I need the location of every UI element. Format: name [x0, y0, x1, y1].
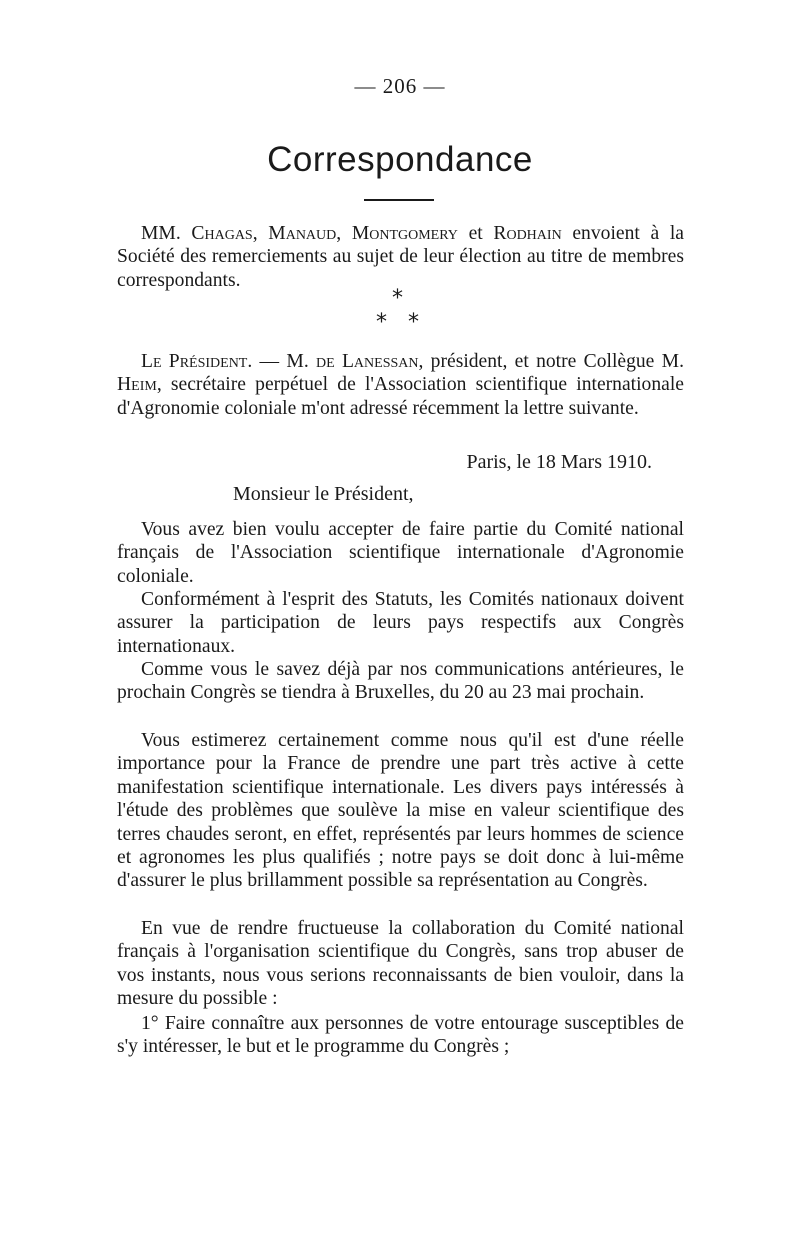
letter-paragraph-2: Conformément à l'esprit des Statuts, les Comités nationaux doivent assurer la participation de leurs pays respectifs aux Congrès internationaux.	[117, 589, 684, 657]
asterism-star-top: *	[392, 286, 403, 311]
intro-rest: envoient à la Société des remerciements au sujet de leur élection au titre de membres correspondants.	[117, 223, 684, 291]
president-mid: , président, et notre Collègue M.	[418, 351, 684, 372]
letter-paragraph-3: Comme vous le savez déjà par nos communications antérieures, le prochain Congrès se tiendra à Bruxelles, du 20 au 23 mai prochain.	[117, 659, 684, 704]
asterism-star-right: *	[408, 310, 419, 335]
intro-paragraph	[117, 222, 684, 292]
president-name-2: Heim	[117, 374, 157, 396]
letter-place-date: Paris, le 18 Mars 1910.	[466, 451, 652, 473]
president-speaker: Le Président.	[141, 351, 253, 372]
asterism-separator	[370, 288, 426, 338]
intro-last-name: Rodhain	[493, 223, 562, 244]
page-title: Correspondance	[267, 140, 533, 179]
president-dash: — M.	[252, 351, 317, 372]
intro-names: Chagas, Manaud, Montgomery	[191, 223, 458, 244]
president-rest: , secrétaire perpétuel de l'Association scientifique internationale d'Agronomie coloniale m'ont adressé récemment la lettre suivante.	[117, 374, 684, 419]
president-name-1: de Lanessan	[316, 351, 419, 372]
letter-paragraph-5: En vue de rendre fructueuse la collaboration du Comité national français à l'organisation scientifique du Congrès, sans trop abuser de vos instants, nous vous serions reconnaissants de bien vouloir, dans la mesure du possible :	[117, 918, 684, 1010]
intro-prefix: MM.	[141, 223, 192, 244]
letter-salutation: Monsieur le Président,	[233, 483, 414, 505]
intro-join: et	[457, 223, 494, 244]
letter-paragraph-1: Vous avez bien voulu accepter de faire partie du Comité national français de l'Association scientifique internationale d'Agronomie coloniale.	[117, 519, 684, 587]
title-rule	[364, 199, 434, 201]
letter-paragraph-6: 1° Faire connaître aux personnes de votre entourage susceptibles de s'y intéresser, le but et le programme du Congrès ;	[117, 1013, 684, 1058]
page-number: — 206 —	[354, 74, 446, 98]
president-paragraph	[117, 350, 684, 420]
asterism-star-left: *	[376, 310, 387, 335]
letter-paragraph-4: Vous estimerez certainement comme nous qu'il est d'une réelle importance pour la France de prendre une part très active à cette manifestation scientifique internationale. Les divers pays intéressés à l'étude des problèmes que soulève la mise en valeur scientifique des terres chaudes seront, en effet, représentés par leurs hommes de science et agronomes les plus qualifiés ; notre pays se doit donc à lui-même d'assurer le plus brillamment possible sa représentation au Congrès.	[117, 730, 684, 892]
